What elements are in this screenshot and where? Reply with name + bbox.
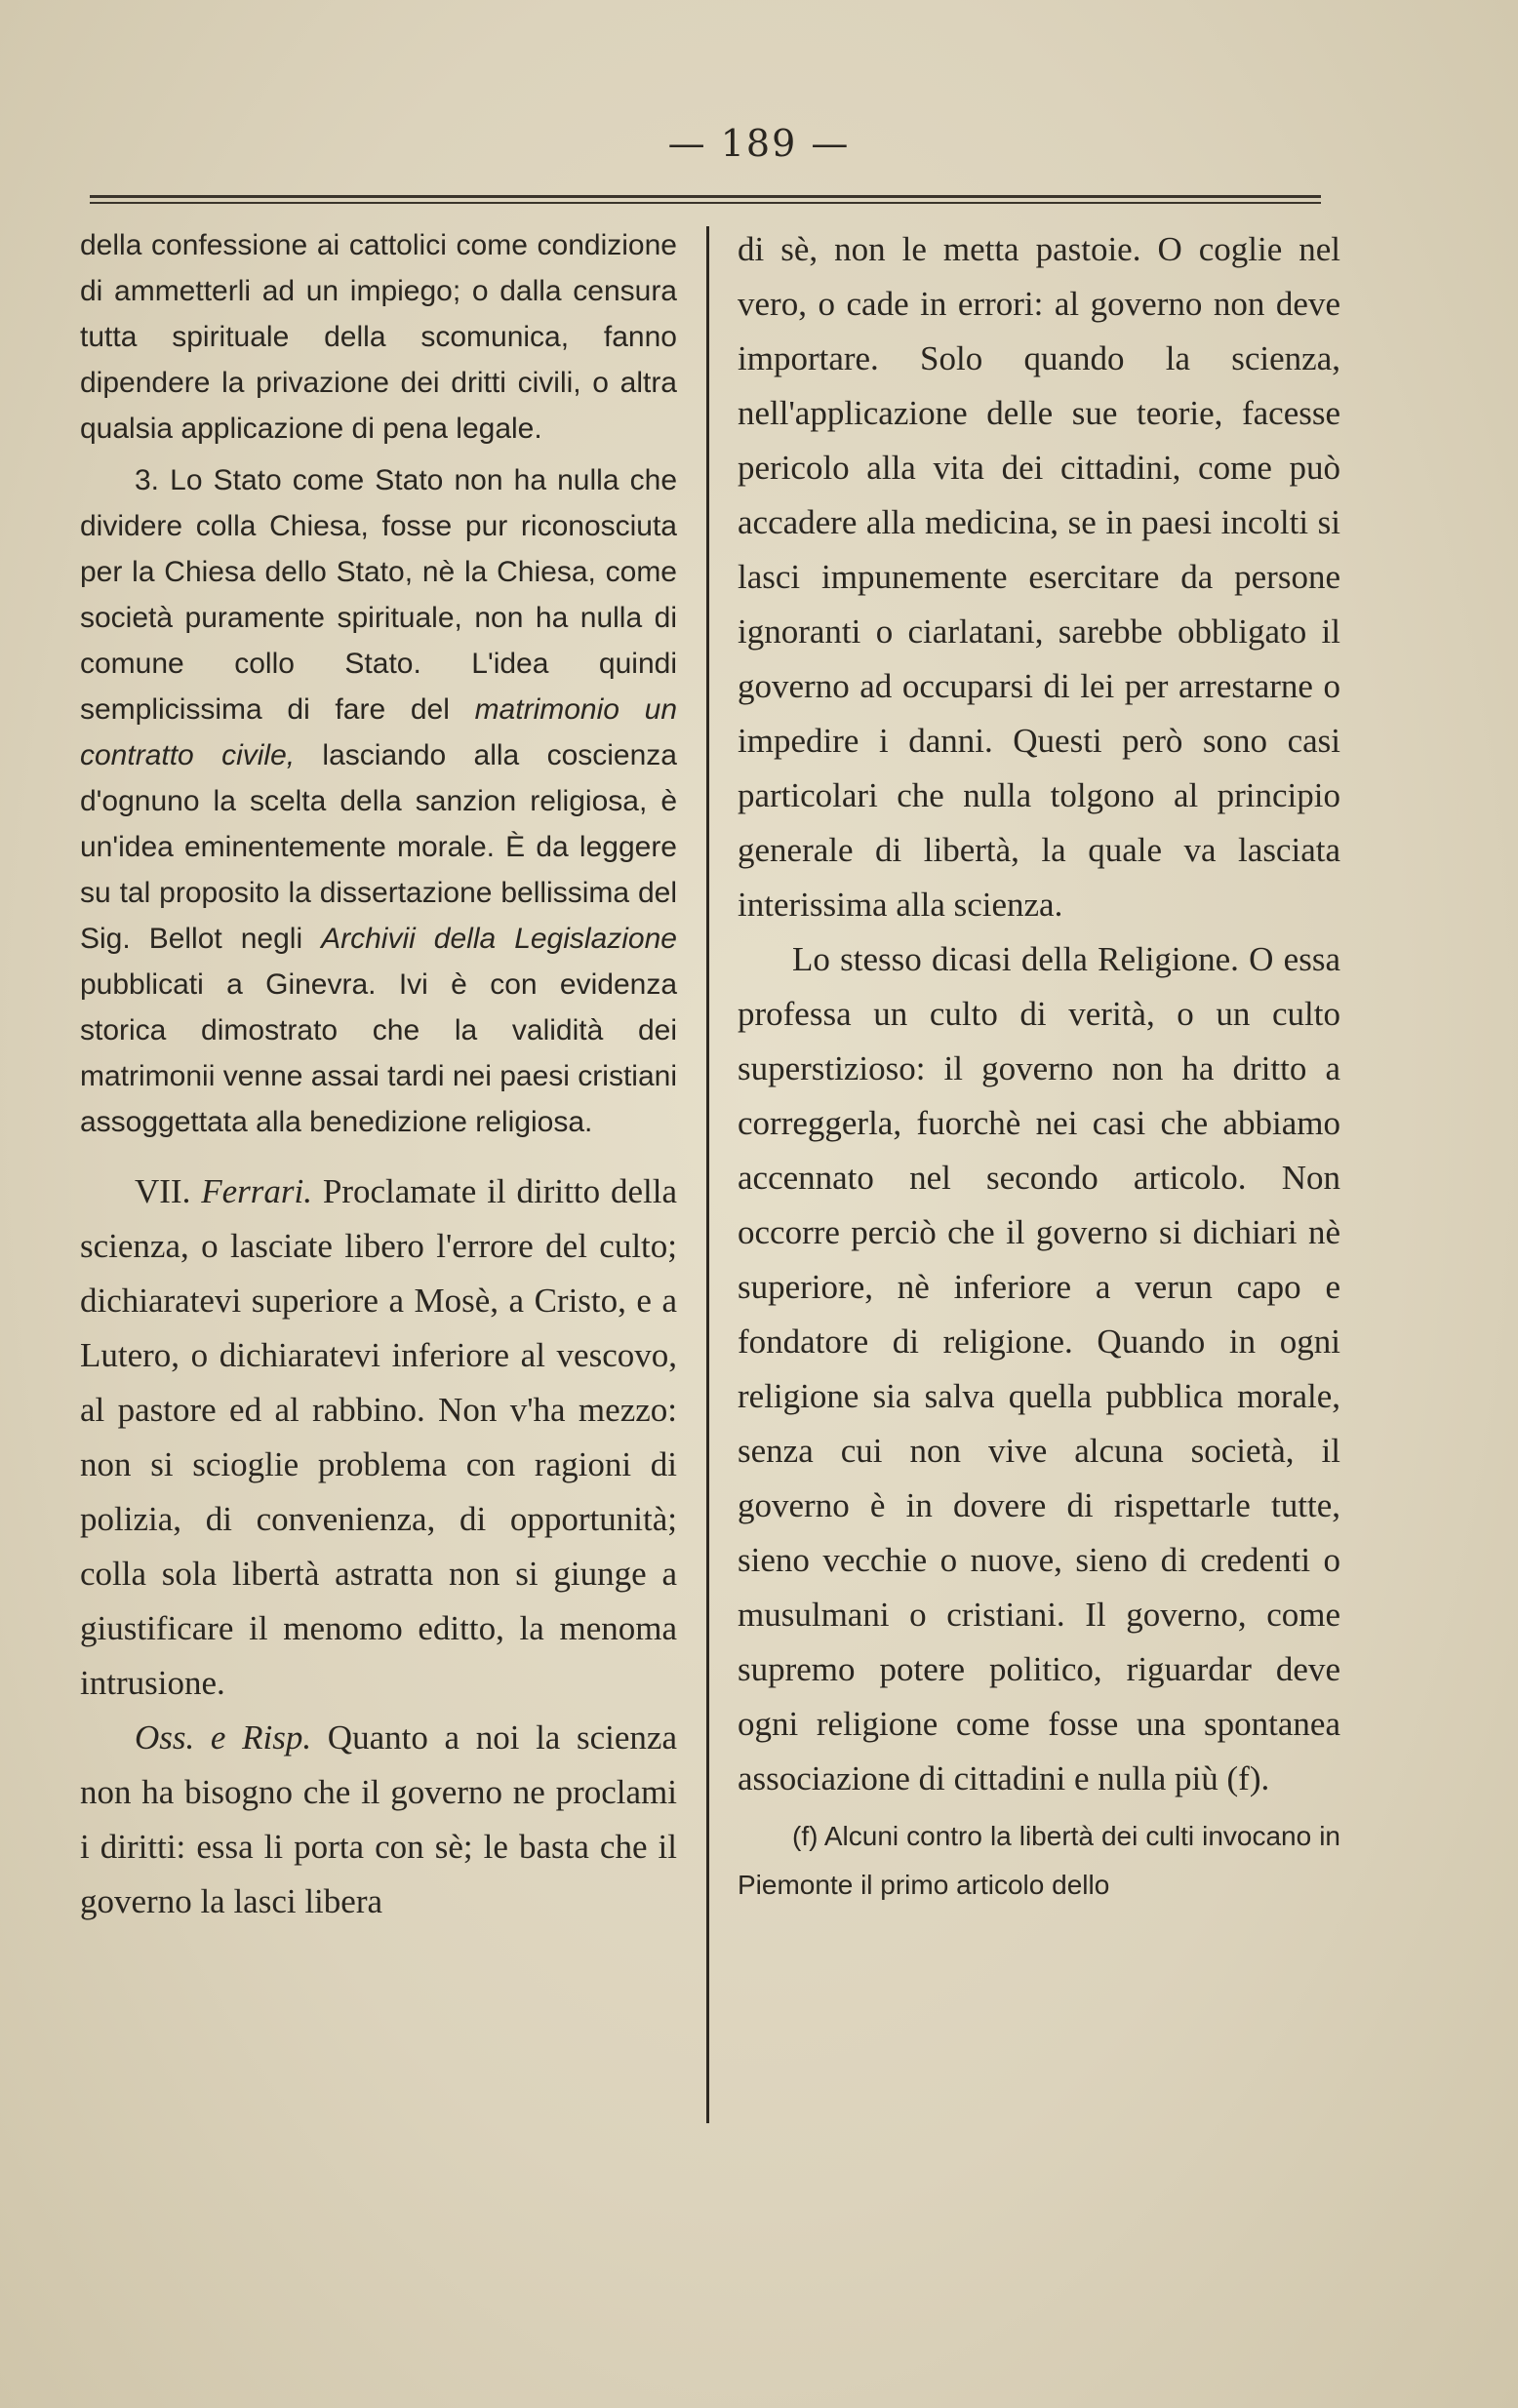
header-rule-thick — [90, 195, 1321, 198]
left-column — [80, 222, 677, 1929]
left-paragraph-1: della confessione ai cattolici come condizione di ammetterli ad un impiego; o dalla censura tutta spirituale della scomunica, fanno dipendere la privazione dei dritti civili, o altra qualsia applicazione di pena legale. — [80, 229, 677, 445]
footnote: (f) Alcuni contro la libertà dei culti invocano in Piemonte il primo articolo dello — [738, 1821, 1340, 1900]
italic-run: Archivii della Legislazione — [321, 923, 677, 955]
header-rule-thin — [90, 202, 1321, 204]
italic-run: Ferrari. — [201, 1172, 312, 1210]
text-run: Proclamate il diritto della scienza, o lasciate libero l'errore del culto; dichiaratevi superiore a Mosè, a Cristo, e a Lutero, o dichiaratevi inferiore al vescovo, al pastore ed al rabbino. Non v'ha mezzo: non si scioglie problema con ragioni di polizia, di convenienza, di opportunità; colla sola libertà astratta non si giunge a giustificare il menomo editto, la menoma intrusione. — [80, 1172, 677, 1702]
text-run: pubblicati a Ginevra. Ivi è con evidenza storica dimostrato che la validità dei matrimonii venne assai tardi nei paesi cristiani assoggettata alla benedizione religiosa. — [80, 968, 677, 1138]
left-paragraph-4 — [80, 1711, 677, 1929]
left-paragraph-2 — [80, 457, 677, 1145]
text-run: VII. — [135, 1172, 202, 1210]
text-run: 3. Lo Stato come Stato non ha nulla che dividere colla Chiesa, fosse pur riconosciuta per la Chiesa dello Stato, nè la Chiesa, come società puramente spirituale, non ha nulla di comune collo Stato. L'idea quindi semplicissima di fare del — [80, 464, 677, 726]
italic-run: matrimonio un contratto civile, — [80, 693, 677, 771]
left-paragraph-3 — [80, 1165, 677, 1711]
column-divider — [706, 226, 709, 2123]
italic-run: Oss. e Risp. — [135, 1718, 312, 1757]
text-run: Quanto a noi la scienza non ha bisogno che il governo ne proclami i diritti: essa li porta con sè; le basta che il governo la lasci libera — [80, 1718, 677, 1920]
right-paragraph-1: di sè, non le metta pastoie. O coglie nel vero, o cade in errori: al governo non deve importare. Solo quando la scienza, nell'applicazione delle sue teorie, facesse pericolo alla vita dei cittadini, come può accadere alla medicina, se in paesi incolti si lasci impunemente esercitare da persone ignoranti o ciarlatani, sarebbe obbligato il governo ad occuparsi di lei per arrestarne o impedire i danni. Questi però sono casi particolari che nulla tolgono al principio generale di libertà, la quale va lasciata interissima alla scienza. — [738, 230, 1340, 924]
text-run: lasciando alla coscienza d'ognuno la scelta della sanzion religiosa, è un'idea eminentemente morale. È da leggere su tal proposito la dissertazione bellissima del Sig. Bellot negli — [80, 739, 677, 955]
right-paragraph-2: Lo stesso dicasi della Religione. O essa professa un culto di verità, o un culto superstizioso: il governo non ha dritto a correggerla, fuorchè nei casi che abbiamo accennato nel secondo articolo. Non occorre perciò che il governo si dichiari nè superiore, nè inferiore a verun capo e fondatore di religione. Quando in ogni religione sia salva quella pubblica morale, senza cui non vive alcuna società, il governo è in dovere di rispettarle tutte, sieno vecchie o nuove, sieno di credenti o musulmani o cristiani. Il governo, come supremo potere politico, riguardar deve ogni religione come fosse una spontanea associazione di cittadini e nulla più (f). — [738, 940, 1340, 1797]
page-number: — 189 — — [667, 122, 851, 165]
right-column — [738, 222, 1340, 1910]
